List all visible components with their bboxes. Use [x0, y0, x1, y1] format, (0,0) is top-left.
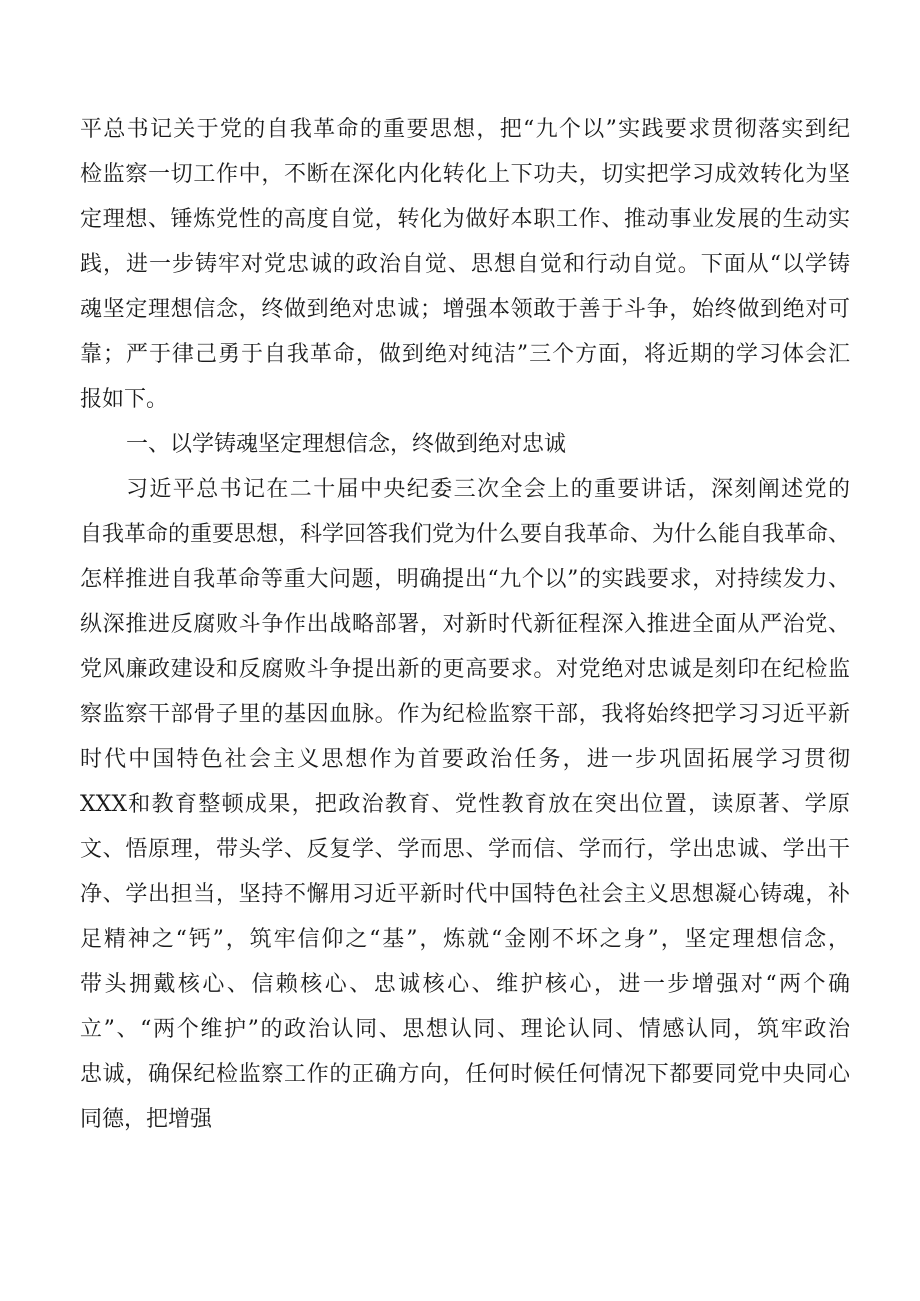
paragraph-line: 立”、“两个维护”的政治认同、思想认同、理论认同、情感认同，筑牢政治 — [80, 1017, 850, 1042]
paragraph-line: 践，进一步铸牢对党忠诚的政治自觉、思想自觉和行动自觉。下面从“以学铸 — [80, 252, 850, 277]
paragraph-line: 魂坚定理想信念，终做到绝对忠诚；增强本领敢于善于斗争，始终做到绝对可 — [80, 297, 850, 322]
section-heading: 一、以学铸魂坚定理想信念，终做到绝对忠诚 — [126, 432, 567, 457]
paragraph-line: 报如下。 — [80, 387, 169, 412]
paragraph-line: 平总书记关于党的自我革命的重要思想，把“九个以”实践要求贯彻落实到纪 — [80, 117, 850, 142]
paragraph-line: 党风廉政建设和反腐败斗争提出新的更高要求。对党绝对忠诚是刻印在纪检监 — [80, 657, 850, 682]
paragraph-line: 习近平总书记在二十届中央纪委三次全会上的重要讲话，深刻阐述党的 — [126, 477, 850, 502]
paragraph-line: 怎样推进自我革命等重大问题，明确提出“九个以”的实践要求，对持续发力、 — [80, 567, 850, 592]
paragraph-line: 带头拥戴核心、信赖核心、忠诚核心、维护核心，进一步增强对“两个确 — [80, 972, 850, 997]
paragraph-line: 检监察一切工作中，不断在深化内化转化上下功夫，切实把学习成效转化为坚 — [80, 162, 850, 187]
paragraph-line: 净、学出担当，坚持不懈用习近平新时代中国特色社会主义思想凝心铸魂，补 — [80, 882, 850, 907]
paragraph-line: 靠；严于律己勇于自我革命，做到绝对纯洁”三个方面，将近期的学习体会汇 — [80, 342, 850, 367]
paragraph-line: 定理想、锤炼党性的高度自觉，转化为做好本职工作、推动事业发展的生动实 — [80, 207, 850, 232]
paragraph-line: 同德，把增强 — [80, 1107, 213, 1132]
paragraph-line: 纵深推进反腐败斗争作出战略部署，对新时代新征程深入推进全面从严治党、 — [80, 612, 850, 637]
paragraph-line: 自我革命的重要思想，科学回答我们党为什么要自我革命、为什么能自我革命、 — [80, 522, 851, 547]
paragraph-line: 察监察干部骨子里的基因血脉。作为纪检监察干部，我将始终把学习习近平新 — [80, 702, 850, 727]
paragraph-line: 时代中国特色社会主义思想作为首要政治任务，进一步巩固拓展学习贯彻 — [80, 747, 850, 772]
paragraph-line: 忠诚，确保纪检监察工作的正确方向，任何时候任何情况下都要同党中央同心 — [80, 1062, 850, 1087]
paragraph-line: 文、悟原理，带头学、反复学、学而思、学而信、学而行，学出忠诚、学出干 — [80, 837, 850, 862]
paragraph-line: XXX和教育整顿成果，把政治教育、党性教育放在突出位置，读原著、学原 — [80, 792, 850, 817]
paragraph-line: 足精神之“钙”，筑牢信仰之“基”，炼就“金刚不坏之身”，坚定理想信念， — [80, 927, 850, 952]
